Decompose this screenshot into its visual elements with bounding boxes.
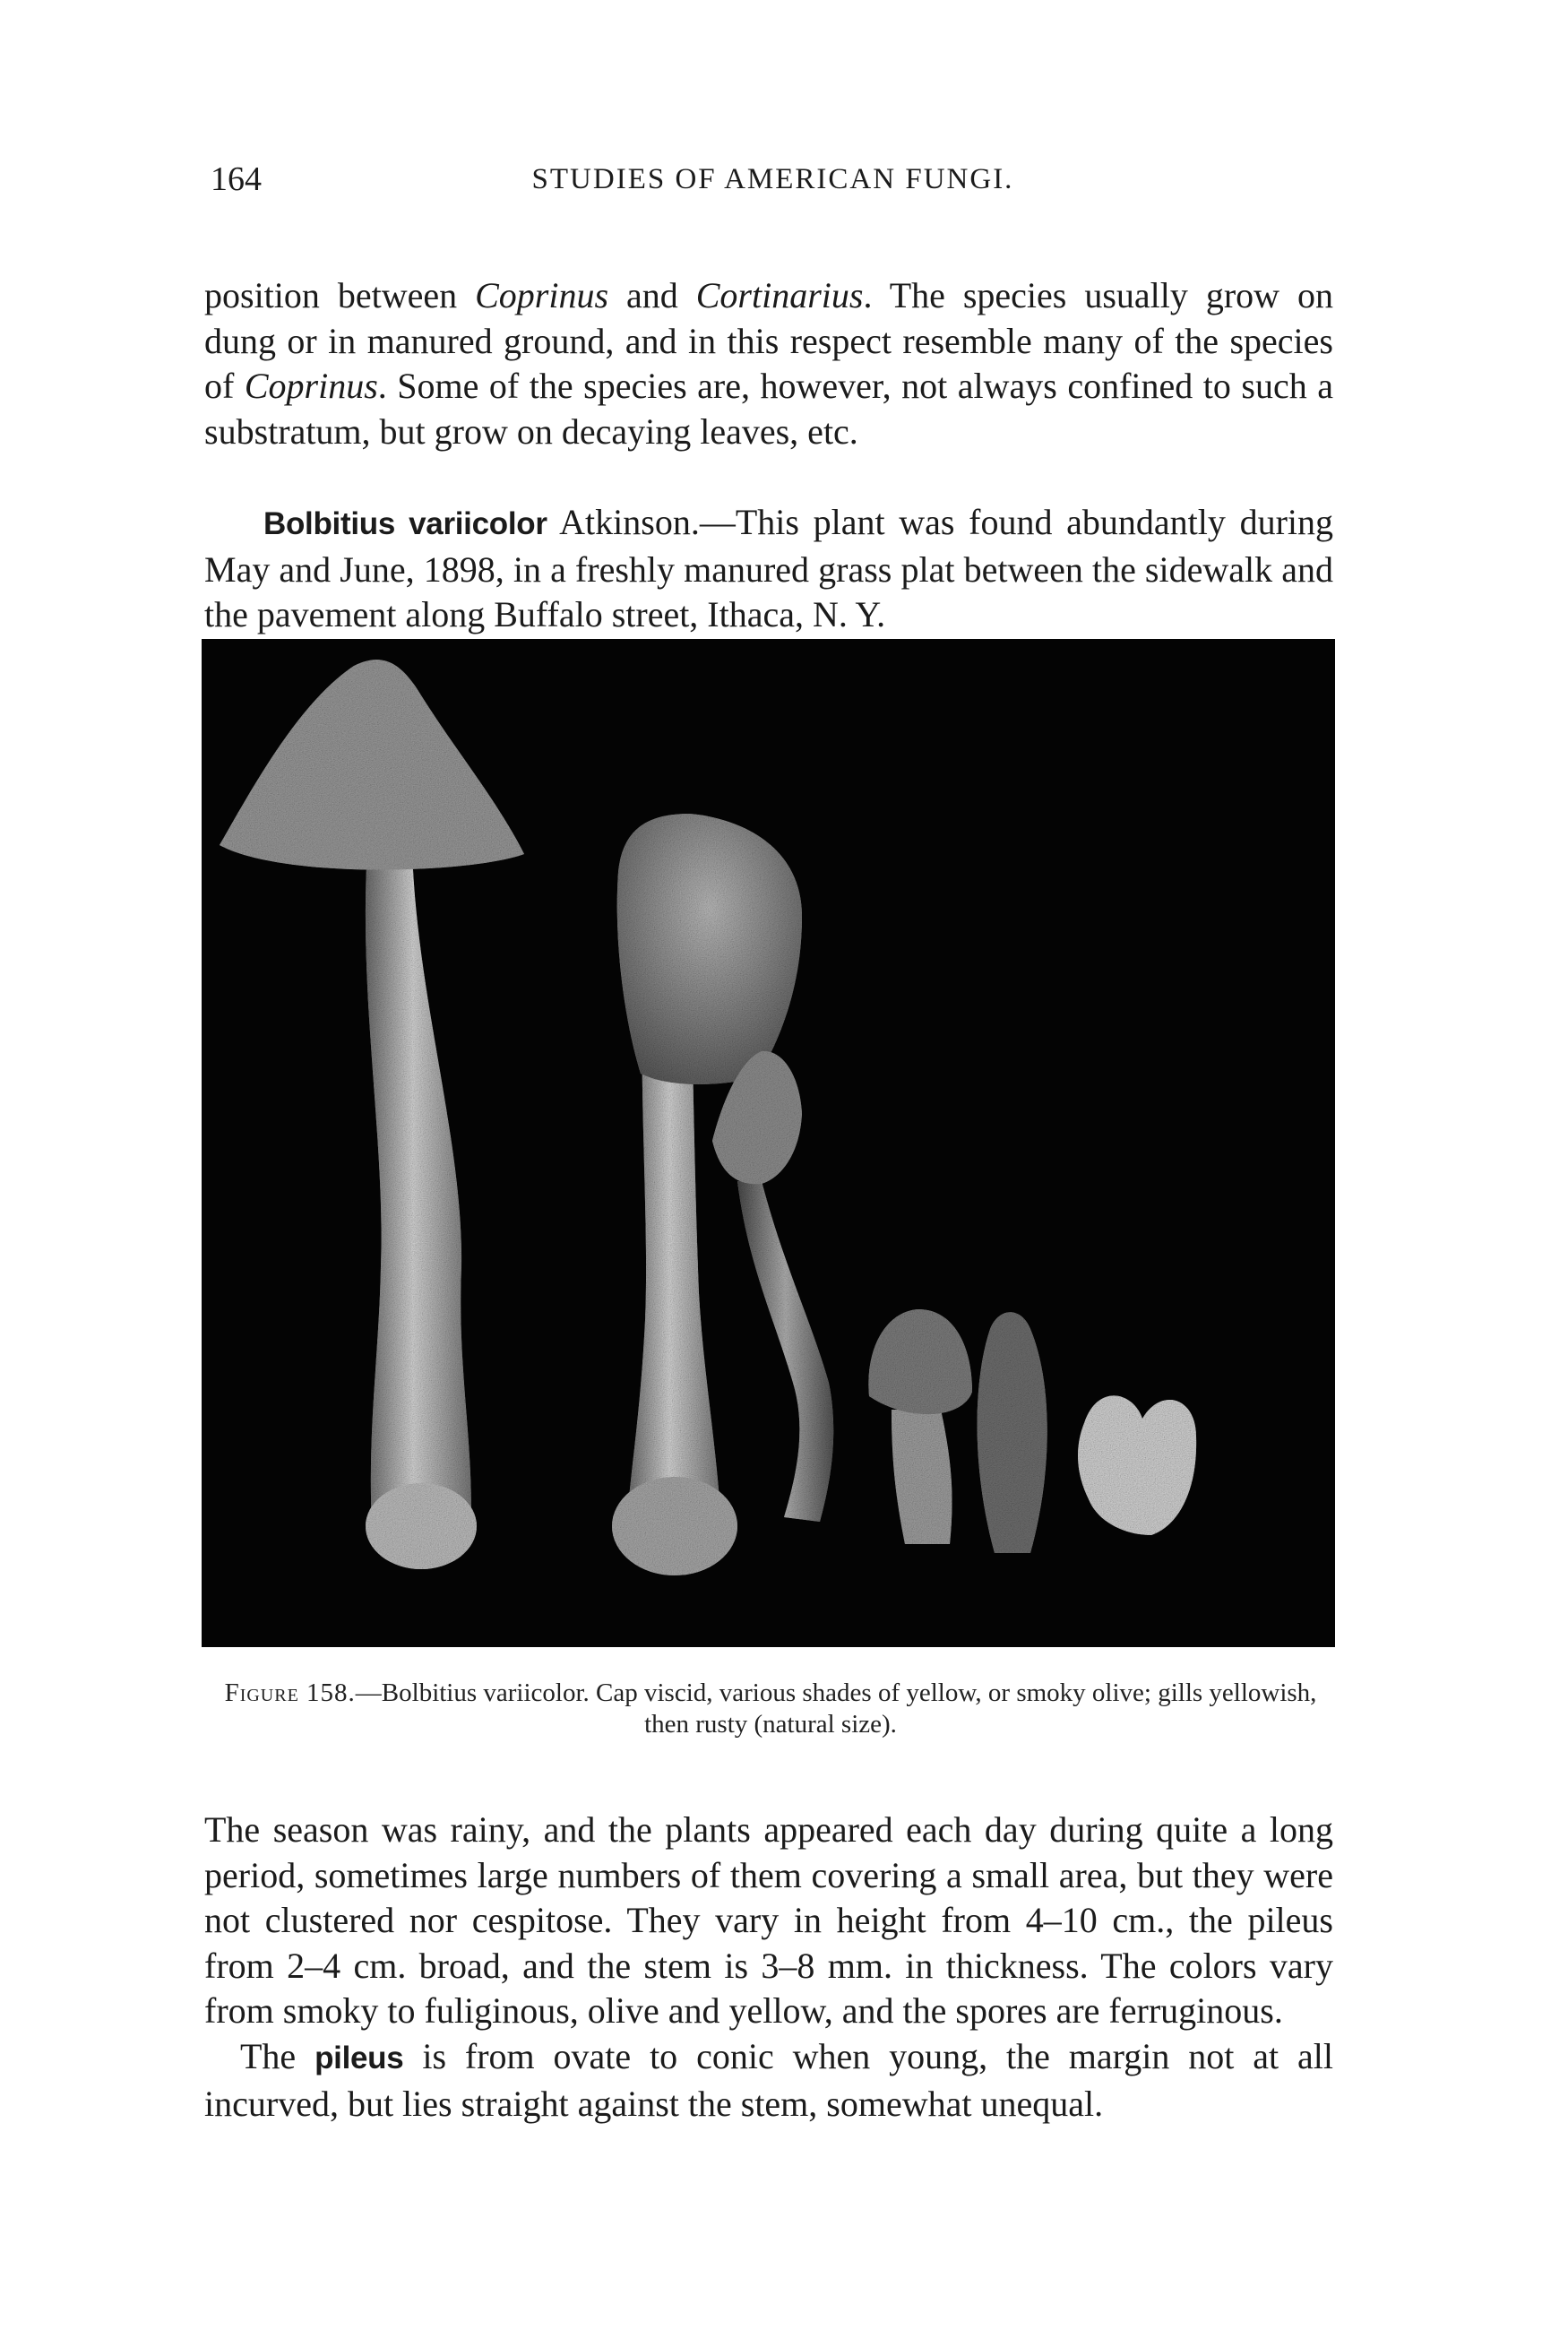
mushroom-4-cap	[868, 1309, 972, 1414]
term-pileus: pileus	[314, 2041, 404, 2075]
mushroom-6-clump	[1078, 1395, 1196, 1535]
paragraph-species-entry: Bolbitius variicolor Atkinson.—This plant was found abundantly during May and June, 1898, in a freshly manured grass plat between the sidewalk and the pavement along Buffalo street, Ithaca, N. Y.	[204, 502, 1334, 634]
mushroom-2-cap	[617, 814, 802, 1084]
figure-label: Figure 158.	[224, 1678, 356, 1707]
running-title: STUDIES OF AMERICAN FUNGI.	[531, 163, 1014, 195]
page-number: 164	[211, 160, 262, 198]
paragraph-season: The season was rainy, and the plants appeared each day during quite a long period, sometimes large numbers of them covering a small area, but they were not clustered nor cespitose. They vary in height from 4–10 cm., the pileus from 2–4 cm. broad, and the stem is 3–8 mm. in thickness. The colors vary from smoky to fuliginous, olive and yellow, and the spores are ferruginous.	[204, 1809, 1333, 2031]
genus-coprinus: Coprinus	[475, 275, 609, 315]
genus-coprinus: Coprinus	[244, 366, 378, 406]
mushroom-1-cap	[220, 660, 524, 869]
paragraph-intro: position between Coprinus and Cortinarius. The species usually grow on dung or in manured ground, and in this respect resemble many of the species of Coprinus. Some of the species are, however, not always confined to such a substratum, but grow on decaying leaves, etc.	[204, 275, 1333, 452]
mushroom-3-stem	[737, 1181, 833, 1522]
mushroom-1-base	[366, 1483, 477, 1569]
figure-caption	[215, 1678, 1326, 1740]
figure-caption-text: —Bolbitius variicolor. Cap viscid, various shades of yellow, or smoky olive; gills yellowish, then rusty (natural size).	[355, 1678, 1317, 1739]
mushroom-1-stem	[366, 850, 471, 1535]
page-header	[211, 160, 1335, 204]
genus-cortinarius: Cortinarius	[695, 275, 864, 315]
mushroom-2-base	[612, 1477, 737, 1575]
figure-photograph	[202, 639, 1335, 1647]
species-name: Bolbitius variicolor	[263, 506, 547, 541]
mushroom-4-stem	[892, 1410, 952, 1544]
mushroom-5-body	[978, 1312, 1047, 1553]
paragraph-pileus: The pileus is from ovate to conic when young, the margin not at all incurved, but lies straight against the stem, somewhat unequal.	[204, 2036, 1334, 2124]
mushroom-photo	[202, 639, 1335, 1647]
